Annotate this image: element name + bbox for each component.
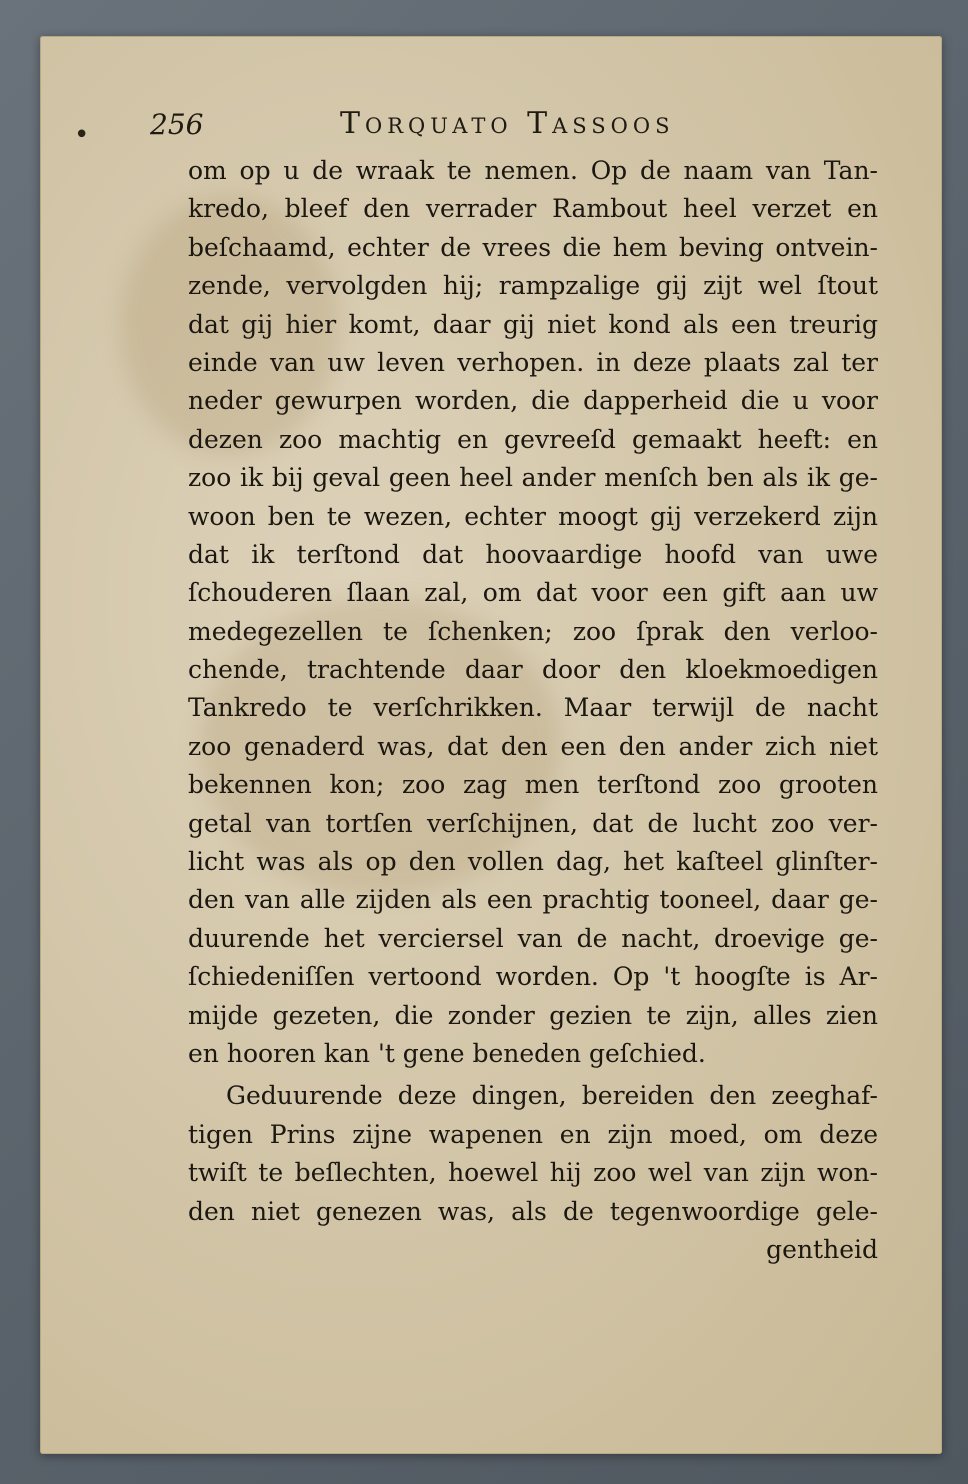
running-head xyxy=(150,106,890,150)
text-line: dezen zoo machtig en gevreeſd gemaakt heeft: en xyxy=(188,424,878,454)
text-line: bekennen kon; zoo zag men terſtond zoo grooten xyxy=(188,770,878,800)
text-line: einde van uw leven verhopen. in deze plaats zal ter xyxy=(188,347,878,377)
text-line: den van alle zijden als een prachtig tooneel, daar ge- xyxy=(188,885,878,915)
text-line: zoo genaderd was, dat den een den ander zich niet xyxy=(188,731,878,761)
text-line: chende, trachtende daar door den kloekmoedigen xyxy=(188,655,878,685)
paragraph xyxy=(188,152,878,1073)
running-title: Torquato Tassoos xyxy=(340,106,675,141)
text-line: Geduurende deze dingen, bereiden den zeeghaf- xyxy=(226,1081,878,1111)
text-line: ſchouderen ſlaan zal, om dat voor een gift aan uw xyxy=(188,578,878,608)
text-line: zende, vervolgden hij; rampzalige gij zijt wel ſtout xyxy=(188,271,878,301)
text-line: duurende het verciersel van de nacht, droevige ge- xyxy=(188,923,878,953)
text-line: ſchiedeniſſen vertoond worden. Op 't hoogſte is Ar- xyxy=(188,962,878,992)
body-text xyxy=(188,152,878,1269)
text-line: twiſt te beſlechten, hoewel hij zoo wel van zijn won- xyxy=(188,1158,878,1188)
text-line: licht was als op den vollen dag, het kaſteel glinſter- xyxy=(188,847,878,877)
text-line: den niet genezen was, als de tegenwoordige gele- xyxy=(188,1196,878,1226)
text-line: en hooren kan 't gene beneden geſchied. xyxy=(188,1038,706,1068)
catchword: gentheid xyxy=(766,1234,878,1264)
text-line: zoo ik bij geval geen heel ander menſch ben als ik ge- xyxy=(188,463,878,493)
text-line: tigen Prins zijne wapenen en zijn moed, om deze xyxy=(188,1119,878,1149)
text-line: kredo, bleef den verrader Rambout heel verzet en xyxy=(188,194,878,224)
text-line: dat gij hier komt, daar gij niet kond als een treurig xyxy=(188,309,878,339)
text-line: medegezellen te ſchenken; zoo ſprak den verloo- xyxy=(188,616,878,646)
text-line: Tankredo te verſchrikken. Maar terwijl de nacht xyxy=(188,693,878,723)
margin-dot: • xyxy=(74,120,90,150)
page-number: 256 xyxy=(150,108,204,141)
text-line: getal van tortſen verſchijnen, dat de lucht zoo ver- xyxy=(188,808,878,838)
text-line: om op u de wraak te nemen. Op de naam van Tan- xyxy=(188,156,878,185)
text-line: neder gewurpen worden, die dapperheid die u voor xyxy=(188,386,878,416)
text-line: mijde gezeten, die zonder gezien te zijn, alles zien xyxy=(188,1000,878,1030)
paragraph xyxy=(188,1077,878,1231)
text-line: beſchaamd, echter de vrees die hem beving ontvein- xyxy=(188,232,878,262)
text-line: woon ben te wezen, echter moogt gij verzekerd zijn xyxy=(188,501,878,531)
text-line: dat ik terſtond dat hoovaardige hoofd van uwe xyxy=(188,539,878,569)
